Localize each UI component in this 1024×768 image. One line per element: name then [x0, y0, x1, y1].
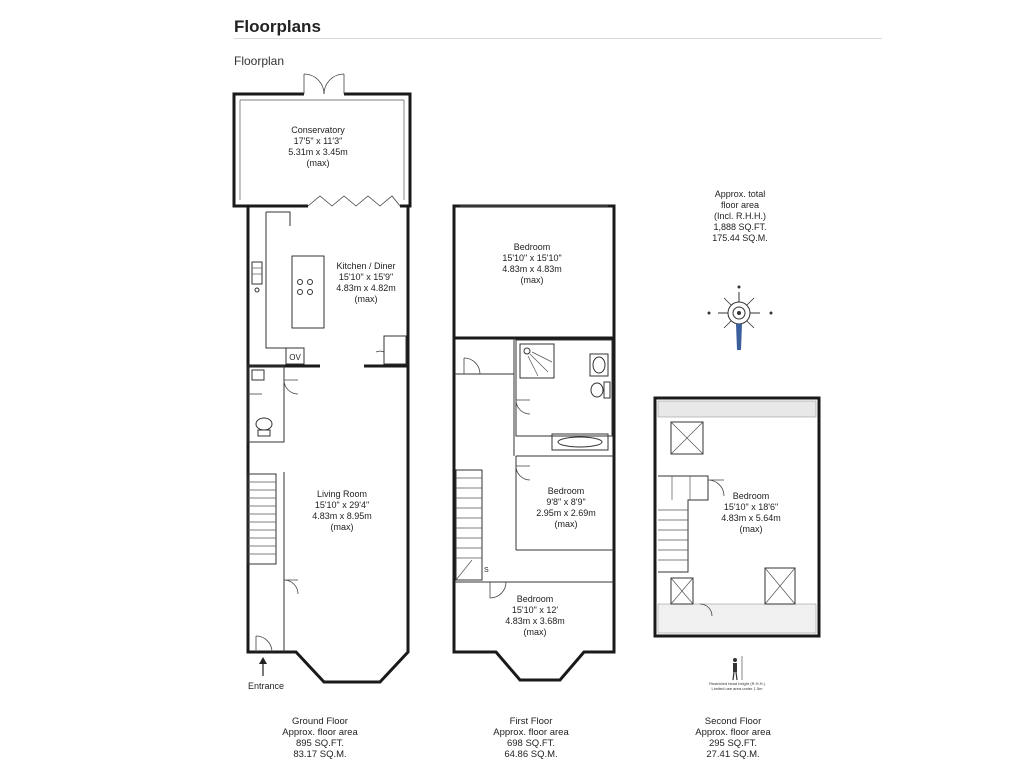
second-floor-area-label: Approx. floor area [695, 727, 771, 738]
first-floor-plan [454, 206, 614, 680]
page-subtitle: Floorplan [234, 54, 285, 68]
ground-floor-summary [282, 716, 358, 760]
skylight-icon [671, 422, 703, 454]
second-floor-plan [655, 398, 819, 636]
conservatory-note: (max) [306, 158, 330, 168]
kitchen-metric: 4.83m x 4.82m [336, 283, 396, 293]
ground-floor-sqft: 895 SQ.FT. [295, 738, 345, 749]
bedroom-second-note: (max) [739, 524, 763, 534]
living-name: Living Room [316, 489, 368, 499]
bedroom-rear-imperial: 15'10" x 15'10" [502, 253, 562, 263]
ground-floor-area-label: Approx. floor area [282, 727, 358, 738]
skylight-icon [765, 568, 795, 604]
second-floor-sqft: 295 SQ.FT. [708, 738, 758, 749]
total-area-line3: (Incl. R.H.H.) [713, 211, 767, 221]
hob-icon [298, 280, 313, 295]
bedroom-second-imperial: 15'10" x 18'6" [723, 502, 779, 512]
living-metric: 4.83m x 8.95m [312, 511, 372, 521]
page-title: Floorplans [234, 17, 321, 36]
total-area-line1: Approx. total [714, 189, 766, 199]
entrance-label: Entrance [247, 681, 285, 691]
bedroom-mid-note: (max) [554, 519, 578, 529]
ground-floor-name: Ground Floor [292, 716, 348, 727]
bedroom-front-note: (max) [523, 627, 547, 637]
bath-sink-icon [590, 354, 608, 376]
bedroom-front-name: Bedroom [516, 594, 554, 604]
living-note: (max) [330, 522, 354, 532]
bedroom-rear-note: (max) [520, 275, 544, 285]
kitchen-imperial: 15'10" x 15'9" [338, 272, 394, 282]
ground-floor-stairs [248, 474, 276, 564]
stair-marker: S [484, 567, 489, 574]
bedroom-mid-name: Bedroom [547, 486, 585, 496]
total-area-sqm: 175.44 SQ.M. [712, 233, 768, 243]
conservatory-metric: 5.31m x 3.45m [288, 147, 348, 157]
living-imperial: 15'10" x 29'4" [314, 500, 370, 510]
bedroom-rear-metric: 4.83m x 4.83m [502, 264, 562, 274]
second-floor-stairs [658, 476, 708, 572]
shower-icon [520, 344, 554, 378]
bedroom-front-metric: 4.83m x 3.68m [505, 616, 565, 626]
bedroom-front-imperial: 15'10" x 12' [511, 605, 559, 615]
total-area-line2: floor area [720, 200, 760, 210]
skylight-icon [671, 578, 693, 604]
bedroom-mid-metric: 2.95m x 2.69m [536, 508, 596, 518]
toilet-icon [256, 418, 272, 436]
entrance-arrow-icon [259, 657, 267, 676]
kitchen-name: Kitchen / Diner [336, 261, 396, 271]
ground-floor-plan [234, 74, 410, 691]
bedroom-second-metric: 4.83m x 5.64m [721, 513, 781, 523]
first-floor-stairs [456, 470, 482, 580]
restricted-key-line1: Restricted head height (R.H.H.) [709, 681, 765, 686]
bedroom-mid-imperial: 9'8" x 8'9" [546, 497, 586, 507]
first-floor-name: First Floor [509, 716, 553, 727]
conservatory-name: Conservatory [291, 125, 345, 135]
conservatory-imperial: 17'5" x 11'3" [293, 136, 343, 146]
kitchen-note: (max) [354, 294, 378, 304]
first-floor-summary [493, 716, 569, 760]
ground-floor-sqm: 83.17 SQ.M. [293, 749, 347, 760]
first-floor-sqm: 64.86 SQ.M. [504, 749, 558, 760]
person-height-icon [733, 656, 742, 680]
second-floor-sqm: 27.41 SQ.M. [706, 749, 760, 760]
wc-room [248, 366, 284, 442]
toilet-icon-first [591, 382, 610, 398]
oven-label: OV [289, 353, 301, 362]
sink-icon [252, 262, 262, 292]
total-area-sqft: 1,888 SQ.FT. [713, 222, 767, 232]
second-floor-summary [695, 716, 771, 760]
first-floor-sqft: 698 SQ.FT. [506, 738, 556, 749]
restricted-key-line2: Limited use area under 1.5m [711, 686, 763, 691]
bedroom-rear-name: Bedroom [513, 242, 551, 252]
total-area-block [712, 189, 768, 243]
sink-icon-wc [252, 370, 264, 380]
restricted-head-height-area [658, 401, 816, 417]
second-floor-name: Second Floor [704, 716, 762, 727]
compass-icon [708, 286, 773, 351]
first-floor-area-label: Approx. floor area [493, 727, 569, 738]
bedroom-second-name: Bedroom [732, 491, 770, 501]
french-doors [304, 74, 344, 94]
